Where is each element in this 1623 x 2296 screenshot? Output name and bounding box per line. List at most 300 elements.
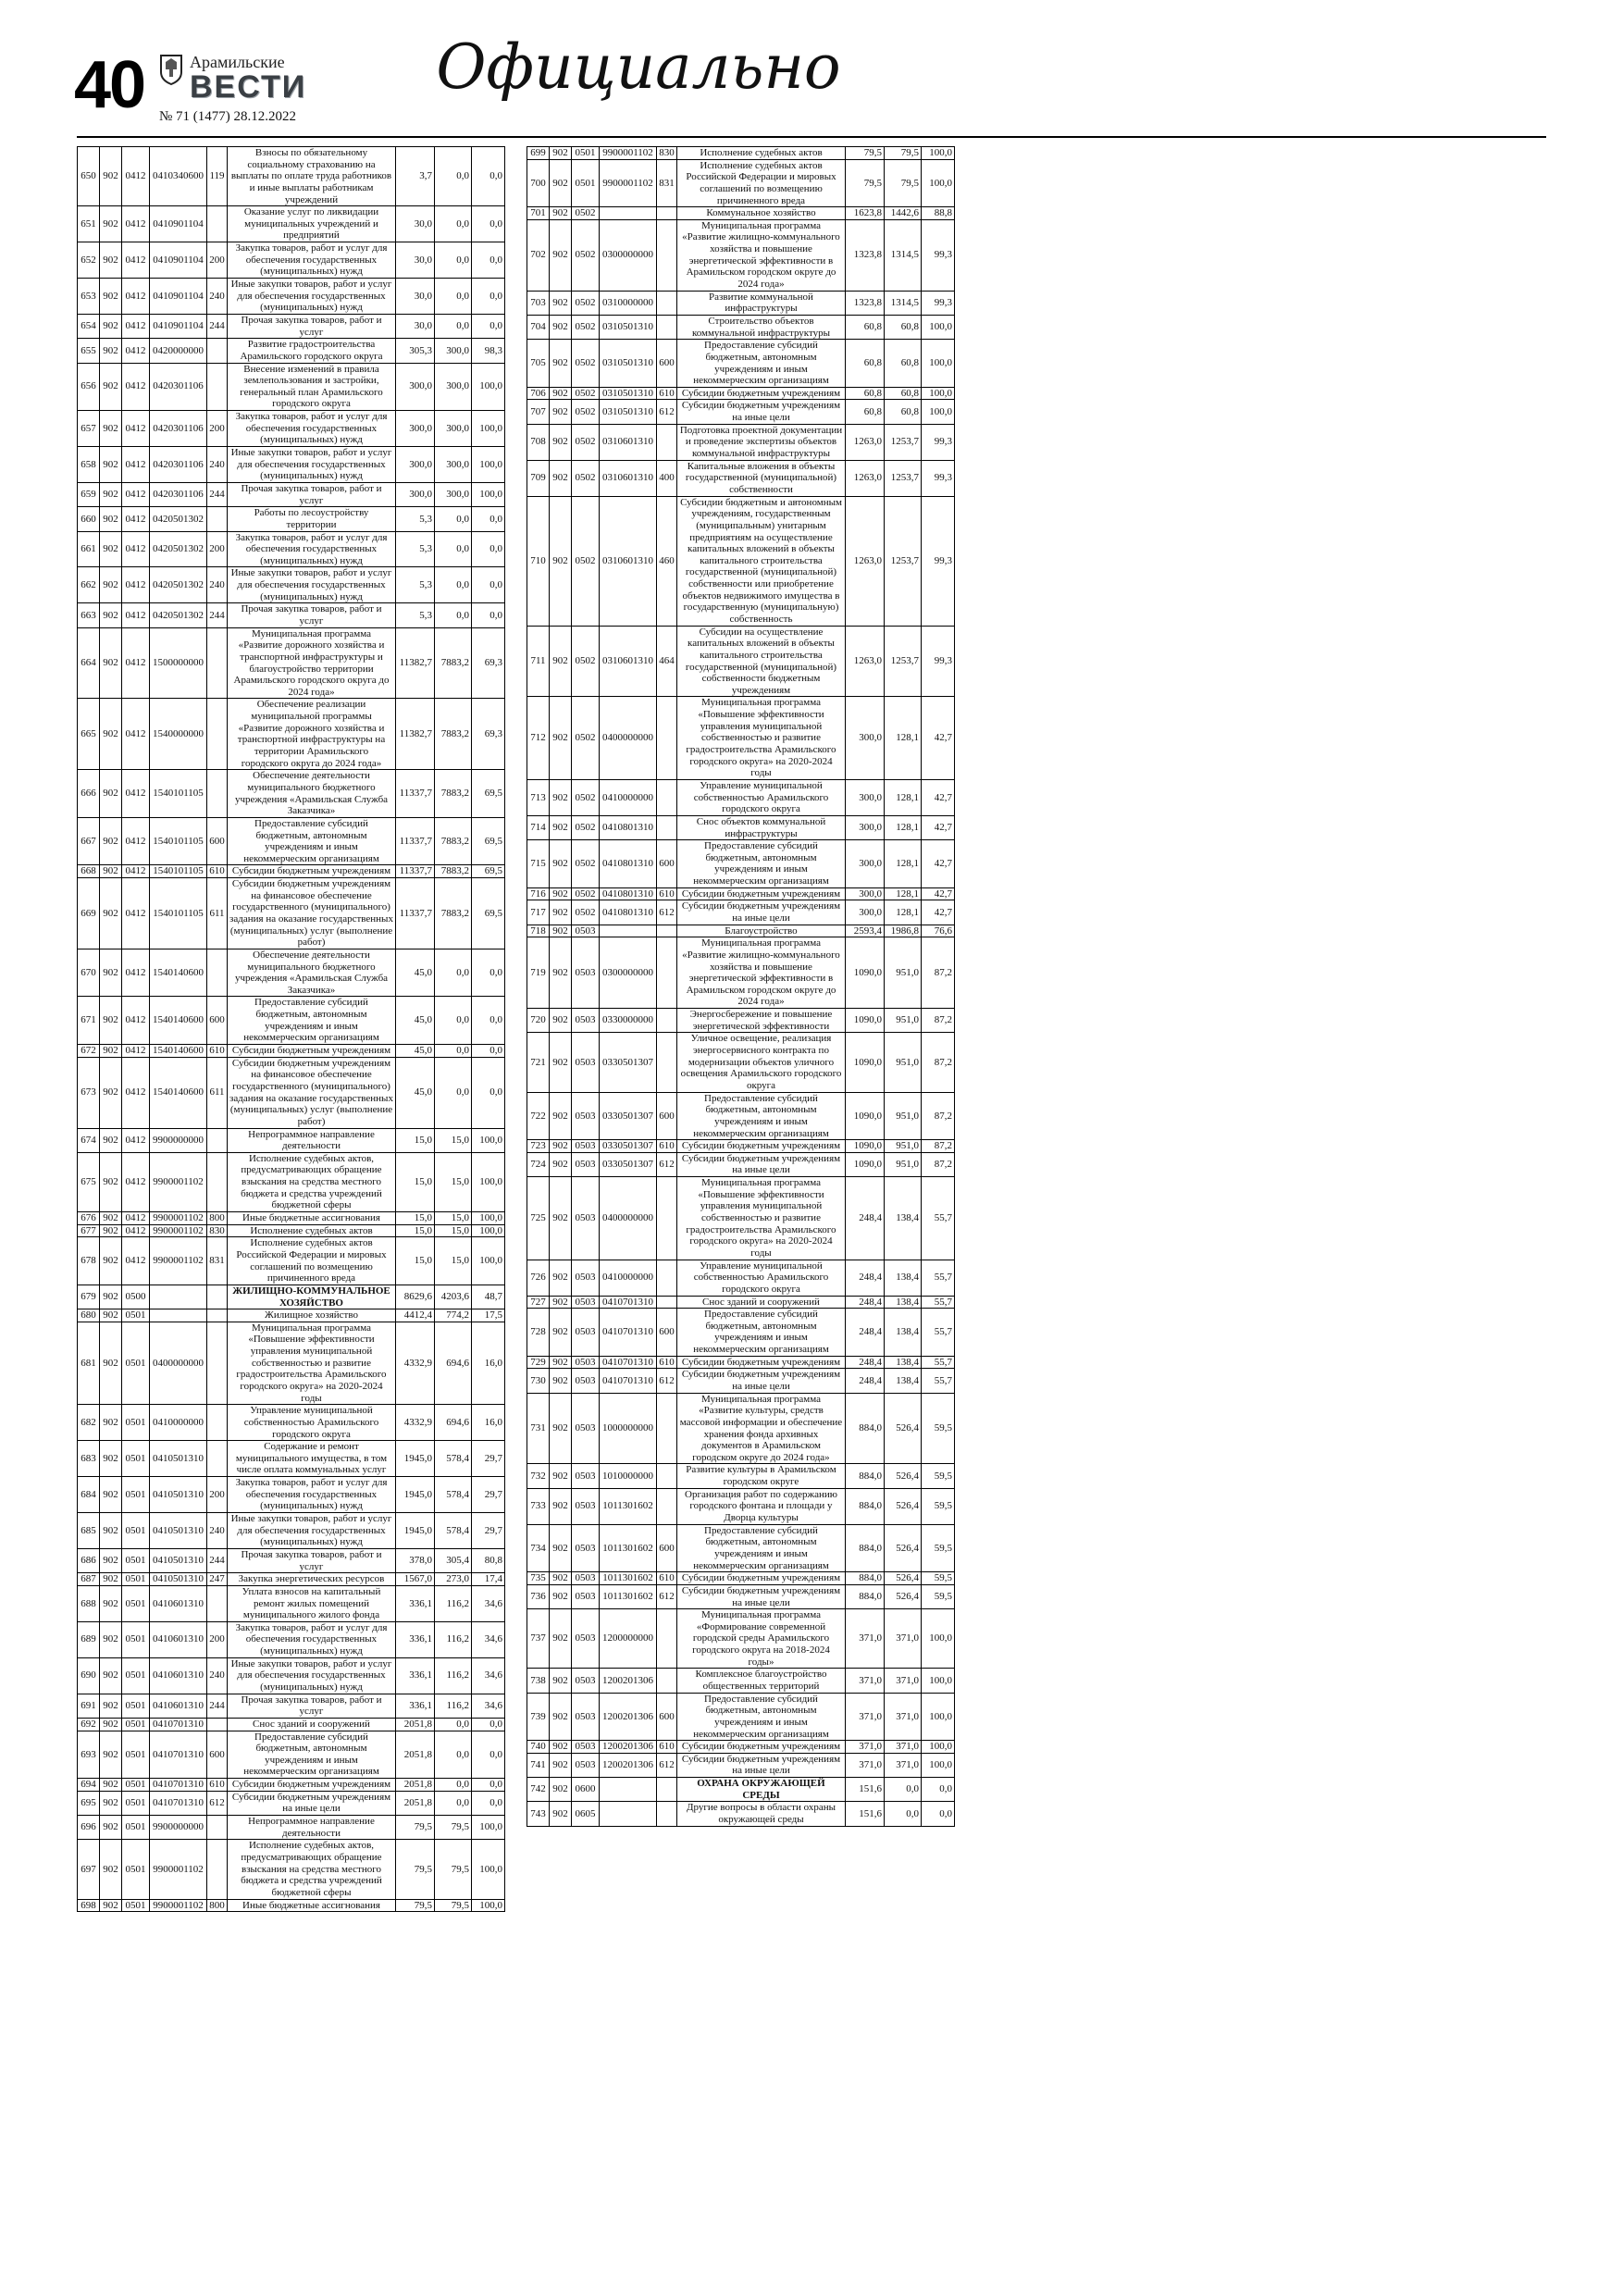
table-row: [527, 779, 955, 815]
cell-row-number: 714: [527, 815, 550, 839]
cell-executed-amount: 1253,7: [885, 460, 922, 496]
cell-expense-type: 610: [657, 387, 677, 400]
cell-grbs-code: 902: [100, 147, 122, 206]
cell-executed-amount: 526,4: [885, 1524, 922, 1572]
cell-expense-type: 600: [657, 1309, 677, 1357]
cell-row-number: 720: [527, 1009, 550, 1033]
cell-percent: 42,7: [922, 779, 955, 815]
cell-percent: 76,6: [922, 925, 955, 937]
cell-expense-type: [207, 949, 228, 997]
cell-target-article: 0410000000: [600, 1260, 657, 1296]
header-divider: [77, 136, 1546, 138]
cell-executed-amount: 4203,6: [435, 1285, 472, 1309]
cell-row-number: 705: [527, 340, 550, 388]
cell-plan-amount: 336,1: [396, 1585, 435, 1621]
cell-name: Субсидии бюджетным учреждениям на иные цели: [677, 1152, 846, 1176]
cell-executed-amount: 0,0: [435, 603, 472, 627]
cell-executed-amount: 371,0: [885, 1741, 922, 1754]
cell-executed-amount: 7883,2: [435, 865, 472, 878]
cell-target-article: 1200201306: [600, 1753, 657, 1777]
cell-section-code: 0412: [122, 507, 150, 531]
cell-plan-amount: 2051,8: [396, 1779, 435, 1792]
cell-plan-amount: 79,5: [846, 147, 885, 160]
table-row: [527, 1152, 955, 1176]
table-row: [527, 159, 955, 207]
cell-executed-amount: 578,4: [435, 1441, 472, 1477]
cell-plan-amount: 248,4: [846, 1369, 885, 1393]
cell-plan-amount: 15,0: [396, 1152, 435, 1211]
cell-plan-amount: 371,0: [846, 1753, 885, 1777]
cell-grbs-code: 902: [550, 1464, 572, 1488]
table-row: [527, 1488, 955, 1524]
cell-expense-type: 240: [207, 1513, 228, 1549]
cell-row-number: 717: [527, 900, 550, 925]
cell-percent: 99,3: [922, 219, 955, 291]
cell-executed-amount: 1314,5: [885, 219, 922, 291]
cell-percent: 17,4: [472, 1573, 505, 1586]
cell-row-number: 716: [527, 887, 550, 900]
cell-expense-type: 244: [207, 603, 228, 627]
cell-target-article: 0410701310: [600, 1309, 657, 1357]
cell-target-article: 9900001102: [150, 1152, 207, 1211]
cell-grbs-code: 902: [550, 840, 572, 888]
cell-expense-type: 464: [657, 626, 677, 697]
cell-name: Муниципальная программа «Развитие жилищно-коммунального хозяйства и повышение энергетической эффективности в Арамильском городском округе до 2024 года»: [677, 937, 846, 1009]
cell-grbs-code: 902: [100, 339, 122, 363]
cell-executed-amount: 0,0: [435, 1791, 472, 1815]
cell-expense-type: [657, 207, 677, 220]
cell-percent: 100,0: [472, 482, 505, 506]
cell-expense-type: 610: [657, 1140, 677, 1153]
cell-percent: 100,0: [922, 147, 955, 160]
cell-grbs-code: 902: [100, 1309, 122, 1322]
cell-grbs-code: 902: [100, 1791, 122, 1815]
cell-executed-amount: 774,2: [435, 1309, 472, 1322]
cell-name: Муниципальная программа «Повышение эффективности управления муниципальной собственностью и развитие градостроительства Арамильского городского округа» на 2020-2024 годы: [677, 1177, 846, 1260]
cell-grbs-code: 902: [100, 1694, 122, 1718]
cell-executed-amount: 1253,7: [885, 496, 922, 626]
table-row: [78, 279, 505, 315]
cell-row-number: 704: [527, 315, 550, 339]
cell-grbs-code: 902: [550, 1609, 572, 1669]
cell-target-article: 1200000000: [600, 1609, 657, 1669]
cell-plan-amount: 248,4: [846, 1260, 885, 1296]
table-row: [527, 1140, 955, 1153]
cell-percent: 100,0: [472, 363, 505, 411]
cell-executed-amount: 0,0: [885, 1778, 922, 1802]
cell-executed-amount: 79,5: [435, 1816, 472, 1840]
cell-name: Прочая закупка товаров, работ и услуг: [228, 603, 396, 627]
cell-expense-type: 610: [207, 1779, 228, 1792]
cell-percent: 100,0: [472, 1816, 505, 1840]
cell-expense-type: 610: [657, 1572, 677, 1585]
cell-percent: 100,0: [472, 447, 505, 483]
cell-name: Муниципальная программа «Повышение эффективности управления муниципальной собственностью и развитие градостроительства Арамильского городского округа» на 2020-2024 годы: [228, 1322, 396, 1404]
cell-target-article: 0420301106: [150, 363, 207, 411]
cell-percent: 42,7: [922, 887, 955, 900]
cell-section-code: 0503: [572, 937, 600, 1009]
cell-executed-amount: 526,4: [885, 1584, 922, 1608]
cell-section-code: 0412: [122, 1057, 150, 1128]
cell-plan-amount: 336,1: [396, 1621, 435, 1657]
cell-name: Предоставление субсидий бюджетным, автономным учреждениям и иным некоммерческим организациям: [677, 840, 846, 888]
table-row: [527, 1778, 955, 1802]
cell-plan-amount: 30,0: [396, 314, 435, 338]
cell-section-code: 0501: [122, 1899, 150, 1912]
cell-grbs-code: 902: [550, 1033, 572, 1092]
cell-section-code: 0502: [572, 315, 600, 339]
table-row: [527, 925, 955, 937]
cell-target-article: 0410501310: [150, 1513, 207, 1549]
cell-percent: 0,0: [472, 314, 505, 338]
cell-percent: 55,7: [922, 1356, 955, 1369]
cell-grbs-code: 902: [550, 1753, 572, 1777]
cell-executed-amount: 128,1: [885, 900, 922, 925]
cell-executed-amount: 128,1: [885, 840, 922, 888]
cell-percent: 100,0: [922, 1753, 955, 1777]
cell-target-article: 0410901104: [150, 242, 207, 279]
cell-expense-type: 800: [207, 1212, 228, 1225]
cell-grbs-code: 902: [550, 925, 572, 937]
table-row: [78, 699, 505, 770]
cell-grbs-code: 902: [550, 1802, 572, 1826]
cell-target-article: 0410801310: [600, 887, 657, 900]
cell-executed-amount: 1986,8: [885, 925, 922, 937]
cell-executed-amount: 273,0: [435, 1573, 472, 1586]
table-row: [78, 1657, 505, 1694]
cell-row-number: 743: [527, 1802, 550, 1826]
cell-plan-amount: 884,0: [846, 1584, 885, 1608]
cell-row-number: 692: [78, 1718, 100, 1731]
cell-percent: 0,0: [472, 603, 505, 627]
table-row: [527, 1669, 955, 1693]
cell-section-code: 0501: [122, 1309, 150, 1322]
cell-expense-type: 240: [207, 447, 228, 483]
cell-executed-amount: 0,0: [885, 1802, 922, 1826]
cell-percent: 16,0: [472, 1405, 505, 1441]
cell-grbs-code: 902: [100, 1285, 122, 1309]
cell-plan-amount: 11337,7: [396, 878, 435, 949]
cell-executed-amount: 951,0: [885, 937, 922, 1009]
cell-target-article: 0410701310: [600, 1369, 657, 1393]
cell-executed-amount: 300,0: [435, 339, 472, 363]
budget-table: [77, 146, 505, 1912]
table-row: [78, 447, 505, 483]
cell-name: Уличное освещение, реализация энергосервисного контракта по модернизации объектов уличного освещения Арамильского городского округа: [677, 1033, 846, 1092]
cell-row-number: 663: [78, 603, 100, 627]
cell-percent: 0,0: [472, 1057, 505, 1128]
cell-plan-amount: 30,0: [396, 242, 435, 279]
cell-name: Субсидии бюджетным учреждениям: [677, 1741, 846, 1754]
table-row: [78, 1585, 505, 1621]
cell-plan-amount: 8629,6: [396, 1285, 435, 1309]
cell-expense-type: [207, 699, 228, 770]
cell-expense-type: 200: [207, 242, 228, 279]
cell-plan-amount: 4332,9: [396, 1322, 435, 1404]
table-row: [527, 1009, 955, 1033]
cell-executed-amount: 15,0: [435, 1152, 472, 1211]
cell-section-code: 0412: [122, 567, 150, 603]
cell-grbs-code: 902: [550, 900, 572, 925]
cell-row-number: 718: [527, 925, 550, 937]
cell-row-number: 699: [527, 147, 550, 160]
cell-executed-amount: 138,4: [885, 1296, 922, 1309]
issue-line: № 71 (1477) 28.12.2022: [159, 109, 297, 124]
table-row: [78, 1237, 505, 1285]
cell-expense-type: [207, 627, 228, 699]
cell-plan-amount: 884,0: [846, 1488, 885, 1524]
cell-plan-amount: 1090,0: [846, 937, 885, 1009]
cell-row-number: 693: [78, 1731, 100, 1779]
cell-section-code: 0412: [122, 242, 150, 279]
cell-expense-type: 610: [657, 1356, 677, 1369]
table-row: [78, 817, 505, 865]
cell-percent: 59,5: [922, 1393, 955, 1464]
cell-row-number: 741: [527, 1753, 550, 1777]
cell-row-number: 722: [527, 1092, 550, 1140]
cell-plan-amount: 336,1: [396, 1657, 435, 1694]
cell-section-code: 0412: [122, 865, 150, 878]
cell-grbs-code: 902: [550, 887, 572, 900]
cell-target-article: 0410340600: [150, 147, 207, 206]
cell-row-number: 671: [78, 997, 100, 1045]
cell-target-article: 1011301602: [600, 1572, 657, 1585]
cell-row-number: 696: [78, 1816, 100, 1840]
cell-name: Субсидии бюджетным и автономным учреждениям, государственным (муниципальным) унитарным предприятиям на осуществление капитальных вложений в объекты капитального строительства государственной (муниципальной) собственности или приобретение объектов недвижимого имущества в государственную (муниципальную) собственность: [677, 496, 846, 626]
cell-name: Предоставление субсидий бюджетным, автономным учреждениям и иным некоммерческим организациям: [677, 1092, 846, 1140]
table-row: [527, 1356, 955, 1369]
cell-executed-amount: 300,0: [435, 447, 472, 483]
cell-plan-amount: 151,6: [846, 1778, 885, 1802]
cell-section-code: 0412: [122, 279, 150, 315]
cell-plan-amount: 300,0: [396, 363, 435, 411]
cell-section-code: 0502: [572, 460, 600, 496]
cell-target-article: 1540140600: [150, 1045, 207, 1058]
cell-executed-amount: 15,0: [435, 1212, 472, 1225]
cell-name: Подготовка проектной документации и проведение экспертизы объектов коммунальной инфраструктуры: [677, 424, 846, 460]
cell-grbs-code: 902: [100, 531, 122, 567]
cell-name: Управление муниципальной собственностью Арамильского городского округа: [228, 1405, 396, 1441]
cell-name: Субсидии бюджетным учреждениям на финансовое обеспечение государственного (муниципального) задания на оказание государственных (муниципальных) услуг (выполнение работ): [228, 878, 396, 949]
cell-executed-amount: 79,5: [435, 1840, 472, 1899]
cell-grbs-code: 902: [100, 1657, 122, 1694]
table-row: [78, 1694, 505, 1718]
cell-target-article: 0410601310: [150, 1585, 207, 1621]
cell-expense-type: 247: [207, 1573, 228, 1586]
cell-percent: 0,0: [472, 242, 505, 279]
cell-expense-type: 830: [657, 147, 677, 160]
cell-row-number: 682: [78, 1405, 100, 1441]
cell-name: Субсидии бюджетным учреждениям на финансовое обеспечение государственного (муниципального) задания на оказание государственных (муниципальных) услуг (выполнение работ): [228, 1057, 396, 1128]
cell-name: ОХРАНА ОКРУЖАЮЩЕЙ СРЕДЫ: [677, 1778, 846, 1802]
cell-grbs-code: 902: [100, 1477, 122, 1513]
cell-grbs-code: 902: [100, 1057, 122, 1128]
cell-executed-amount: 79,5: [435, 1899, 472, 1912]
cell-plan-amount: 300,0: [846, 815, 885, 839]
table-row: [78, 1212, 505, 1225]
cell-grbs-code: 902: [550, 779, 572, 815]
cell-row-number: 650: [78, 147, 100, 206]
cell-expense-type: 612: [207, 1791, 228, 1815]
cell-executed-amount: 0,0: [435, 1718, 472, 1731]
cell-grbs-code: 902: [100, 1840, 122, 1899]
cell-grbs-code: 902: [550, 424, 572, 460]
cell-row-number: 701: [527, 207, 550, 220]
cell-name: Предоставление субсидий бюджетным, автономным учреждениям и иным некоммерческим организациям: [228, 997, 396, 1045]
table-row: [527, 340, 955, 388]
table-row: [78, 314, 505, 338]
cell-name: Оказание услуг по ликвидации муниципальных учреждений и предприятий: [228, 206, 396, 242]
cell-plan-amount: 1263,0: [846, 460, 885, 496]
cell-expense-type: 200: [207, 411, 228, 447]
table-row: [527, 1693, 955, 1741]
cell-plan-amount: 300,0: [846, 840, 885, 888]
cell-plan-amount: 79,5: [396, 1899, 435, 1912]
cell-plan-amount: 300,0: [846, 887, 885, 900]
cell-target-article: 0410701310: [150, 1791, 207, 1815]
cell-name: Взносы по обязательному социальному страхованию на выплаты по оплате труда работников и иные выплаты работникам учреждений: [228, 147, 396, 206]
cell-section-code: 0503: [572, 1693, 600, 1741]
cell-percent: 34,6: [472, 1694, 505, 1718]
cell-target-article: 0300000000: [600, 219, 657, 291]
cell-section-code: 0503: [572, 1609, 600, 1669]
cell-grbs-code: 902: [100, 1548, 122, 1572]
cell-executed-amount: 300,0: [435, 482, 472, 506]
cell-name: Субсидии бюджетным учреждениям: [677, 1572, 846, 1585]
cell-percent: 69,5: [472, 770, 505, 818]
cell-executed-amount: 371,0: [885, 1669, 922, 1693]
cell-percent: 16,0: [472, 1322, 505, 1404]
cell-name: Субсидии бюджетным учреждениям: [228, 865, 396, 878]
cell-target-article: 0400000000: [600, 1177, 657, 1260]
cell-name: Исполнение судебных актов, предусматривающих обращение взыскания на средства местного бюджета и средства учреждений бюджетной сферы: [228, 1152, 396, 1211]
cell-section-code: 0501: [122, 1779, 150, 1792]
cell-percent: 87,2: [922, 1152, 955, 1176]
cell-grbs-code: 902: [100, 206, 122, 242]
cell-executed-amount: 128,1: [885, 887, 922, 900]
cell-target-article: 0410701310: [150, 1731, 207, 1779]
table-row: [78, 1152, 505, 1211]
cell-expense-type: 460: [657, 496, 677, 626]
cell-plan-amount: 336,1: [396, 1694, 435, 1718]
table-row: [527, 387, 955, 400]
cell-percent: 69,5: [472, 878, 505, 949]
cell-expense-type: 612: [657, 1753, 677, 1777]
cell-row-number: 689: [78, 1621, 100, 1657]
cell-name: Непрограммное направление деятельности: [228, 1128, 396, 1152]
table-row: [78, 1899, 505, 1912]
table-row: [527, 815, 955, 839]
cell-percent: 29,7: [472, 1513, 505, 1549]
cell-plan-amount: 11337,7: [396, 865, 435, 878]
cell-row-number: 675: [78, 1152, 100, 1211]
cell-grbs-code: 902: [550, 1140, 572, 1153]
cell-expense-type: 600: [207, 997, 228, 1045]
cell-name: Закупка товаров, работ и услуг для обеспечения государственных (муниципальных) нужд: [228, 531, 396, 567]
cell-plan-amount: 4332,9: [396, 1405, 435, 1441]
cell-name: Закупка товаров, работ и услуг для обеспечения государственных (муниципальных) нужд: [228, 1477, 396, 1513]
cell-expense-type: [207, 1840, 228, 1899]
cell-percent: 80,8: [472, 1548, 505, 1572]
cell-name: Управление муниципальной собственностью Арамильского городского округа: [677, 1260, 846, 1296]
cell-grbs-code: 902: [550, 1669, 572, 1693]
cell-grbs-code: 902: [100, 1045, 122, 1058]
table-row: [78, 1224, 505, 1237]
cell-section-code: 0501: [122, 1621, 150, 1657]
table-row: [78, 1816, 505, 1840]
cell-row-number: 728: [527, 1309, 550, 1357]
cell-executed-amount: 0,0: [435, 1779, 472, 1792]
cell-section-code: 0503: [572, 1092, 600, 1140]
cell-expense-type: 610: [657, 1741, 677, 1754]
cell-row-number: 677: [78, 1224, 100, 1237]
cell-row-number: 665: [78, 699, 100, 770]
cell-row-number: 686: [78, 1548, 100, 1572]
cell-plan-amount: 371,0: [846, 1741, 885, 1754]
cell-plan-amount: 300,0: [396, 482, 435, 506]
cell-name: Субсидии бюджетным учреждениям: [677, 387, 846, 400]
cell-executed-amount: 300,0: [435, 411, 472, 447]
cell-plan-amount: 300,0: [396, 447, 435, 483]
cell-executed-amount: 15,0: [435, 1237, 472, 1285]
cell-expense-type: 600: [657, 1693, 677, 1741]
table-row: [78, 567, 505, 603]
cell-expense-type: [657, 779, 677, 815]
cell-percent: 100,0: [472, 1212, 505, 1225]
cell-percent: 34,6: [472, 1657, 505, 1694]
cell-section-code: 0412: [122, 1224, 150, 1237]
cell-section-code: 0501: [122, 1573, 150, 1586]
cell-name: ЖИЛИЩНО-КОММУНАЛЬНОЕ ХОЗЯЙСТВО: [228, 1285, 396, 1309]
cell-section-code: 0502: [572, 887, 600, 900]
masthead-top-label: Арамильские: [190, 53, 285, 71]
cell-grbs-code: 902: [550, 1524, 572, 1572]
cell-grbs-code: 902: [100, 1224, 122, 1237]
cell-section-code: 0502: [572, 424, 600, 460]
cell-percent: 34,6: [472, 1621, 505, 1657]
cell-section-code: 0502: [572, 900, 600, 925]
cell-name: Прочая закупка товаров, работ и услуг: [228, 1694, 396, 1718]
cell-section-code: 0501: [122, 1513, 150, 1549]
cell-section-code: 0501: [122, 1548, 150, 1572]
cell-percent: 100,0: [922, 1741, 955, 1754]
cell-name: Исполнение судебных актов: [677, 147, 846, 160]
cell-expense-type: [657, 315, 677, 339]
cell-target-article: 0410501310: [150, 1477, 207, 1513]
cell-section-code: 0412: [122, 699, 150, 770]
cell-row-number: 702: [527, 219, 550, 291]
cell-expense-type: [207, 1152, 228, 1211]
cell-grbs-code: 902: [100, 770, 122, 818]
cell-row-number: 658: [78, 447, 100, 483]
cell-plan-amount: 15,0: [396, 1237, 435, 1285]
cell-plan-amount: 60,8: [846, 340, 885, 388]
cell-row-number: 723: [527, 1140, 550, 1153]
cell-executed-amount: 79,5: [885, 159, 922, 207]
cell-row-number: 707: [527, 400, 550, 424]
cell-target-article: 9900000000: [150, 1816, 207, 1840]
cell-plan-amount: 5,3: [396, 531, 435, 567]
cell-percent: 55,7: [922, 1369, 955, 1393]
table-column-right: [527, 146, 955, 1827]
cell-target-article: 1011301602: [600, 1524, 657, 1572]
cell-percent: 100,0: [922, 1669, 955, 1693]
cell-plan-amount: 371,0: [846, 1609, 885, 1669]
table-row: [527, 400, 955, 424]
cell-percent: 0,0: [922, 1802, 955, 1826]
cell-grbs-code: 902: [550, 1778, 572, 1802]
cell-executed-amount: 1253,7: [885, 424, 922, 460]
